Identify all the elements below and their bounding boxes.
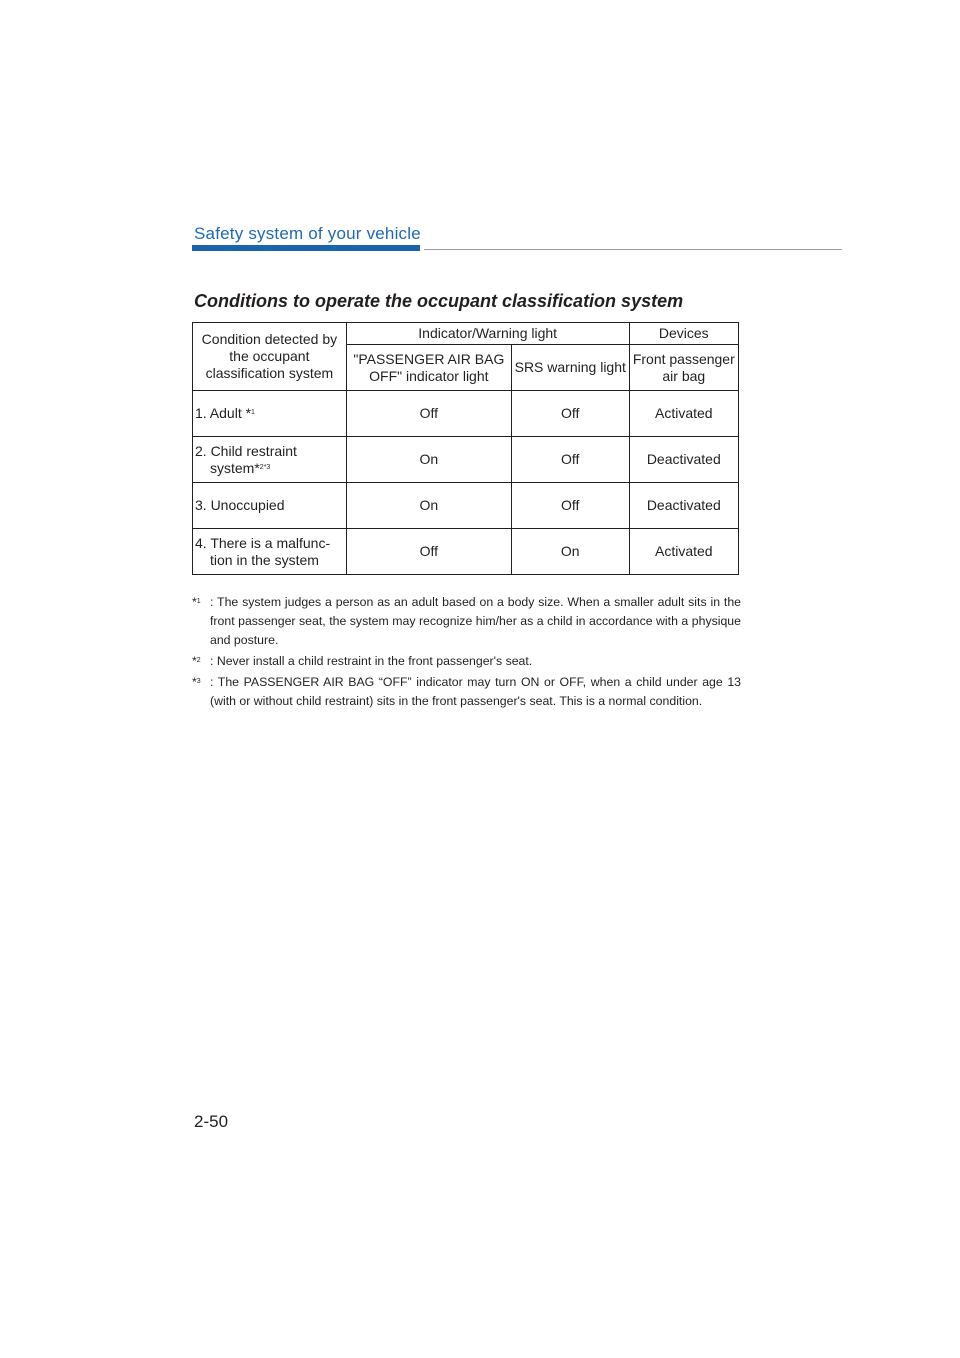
table-row	[193, 391, 739, 437]
condition-cell: 3. Unoccupied	[193, 483, 347, 529]
footnotes	[192, 593, 741, 713]
srs-cell: Off	[511, 391, 629, 437]
header-condition: Condition detected by the occupant classification system	[193, 323, 347, 391]
table-row	[193, 483, 739, 529]
condition-cell: 2. Child restraint system*$^{2*3}$	[193, 437, 347, 483]
header-indicator-group: Indicator/Warning light	[346, 323, 629, 345]
section-title-bar	[192, 245, 420, 251]
footnote: *$^3$ : The PASSENGER AIR BAG “OFF” indicator may turn ON or OFF, when a child under age 13 (with or without child restraint) sits in the front passenger's seat. This is a normal condition.	[192, 675, 741, 708]
srs-cell: On	[511, 529, 629, 575]
footnote: *$^2$ : Never install a child restraint in the front passenger's seat.	[192, 654, 533, 668]
header-devices-group: Devices	[629, 323, 738, 345]
indicator-cell: On	[346, 437, 511, 483]
table-row	[193, 529, 739, 575]
indicator-cell: Off	[346, 391, 511, 437]
page-heading: Conditions to operate the occupant classification system	[194, 291, 684, 311]
srs-cell: Off	[511, 483, 629, 529]
header-srs-warning: SRS warning light	[511, 345, 629, 391]
table-row	[193, 437, 739, 483]
airbag-cell: Deactivated	[629, 437, 738, 483]
table-header-row	[193, 323, 739, 345]
airbag-cell: Deactivated	[629, 483, 738, 529]
srs-cell: Off	[511, 437, 629, 483]
section-divider-line	[424, 249, 842, 250]
indicator-cell: Off	[346, 529, 511, 575]
header-passenger-airbag-off: "PASSENGER AIR BAG OFF" indicator light	[346, 345, 511, 391]
airbag-cell: Activated	[629, 391, 738, 437]
section-title: Safety system of your vehicle	[194, 224, 421, 243]
header-front-airbag: Front passenger air bag	[629, 345, 738, 391]
footnote: *$^1$ : The system judges a person as an adult based on a body size. When a smaller adult sits in the front passenger seat, the system may recognize him/her as a child in accordance with a physique and posture.	[192, 595, 741, 647]
footnote-ref: 1	[251, 409, 255, 416]
indicator-cell: On	[346, 483, 511, 529]
condition-cell: 1. Adult *$^1$	[193, 391, 347, 437]
occupant-classification-table	[192, 322, 739, 575]
footnote-ref: 2*3	[259, 463, 271, 471]
airbag-cell: Activated	[629, 529, 738, 575]
page-number: 2-50	[194, 1112, 229, 1131]
condition-cell: 4. There is a malfunc- tion in the system	[193, 529, 347, 575]
